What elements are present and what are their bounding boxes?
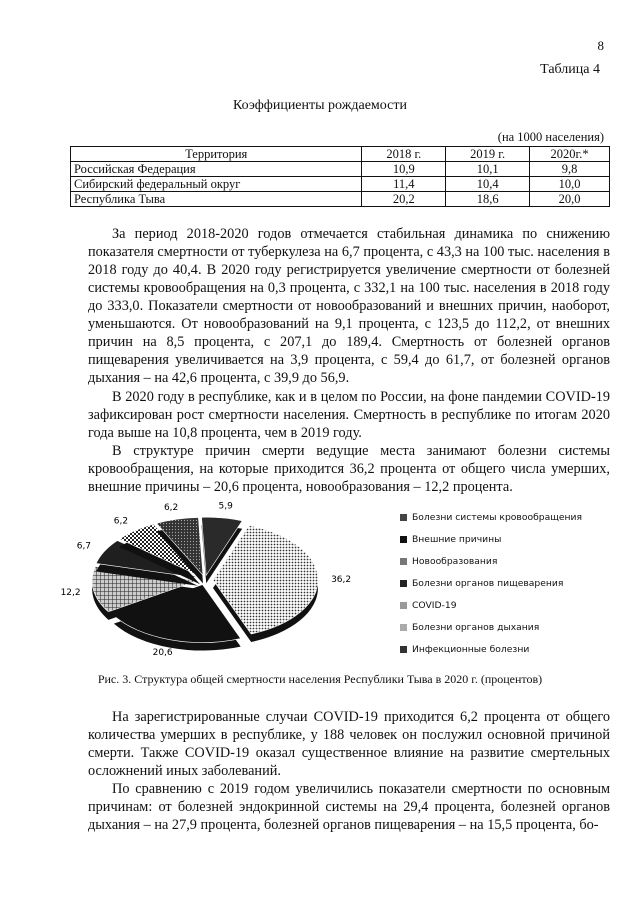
table-cell: 10,4 xyxy=(446,177,530,192)
pie-data-label: 5,9 xyxy=(218,501,233,512)
pie-data-label: 20,6 xyxy=(152,647,173,658)
legend-swatch xyxy=(400,646,407,653)
paragraph-death-structure: В структуре причин смерти ведущие места занимают болезни системы кровообращения, на которые приходится 36,2 процента от общего числа умерших, внешние причины – 20,6 процента, новообразования – 12,2 процента. xyxy=(88,443,610,495)
pie-data-label: 6,7 xyxy=(76,541,92,552)
legend-swatch xyxy=(400,536,407,543)
legend-item xyxy=(400,616,582,638)
table-cell: 9,8 xyxy=(530,162,610,177)
mortality-pie-chart xyxy=(60,495,400,670)
table-cell: 10,9 xyxy=(362,162,446,177)
legend-item xyxy=(400,572,582,594)
table-header-cell: 2018 г. xyxy=(362,147,446,162)
paragraph-covid-share: На зарегистрированные случаи COVID-19 приходится 6,2 процента от общего количества умерших в республике, у 188 человек он послужил основной причиной смерти. Также COVID-19 оказал существенное влияние на развитие смертельных осложнений иных заболеваний. xyxy=(88,709,610,779)
pie-data-label: 6,2 xyxy=(163,502,179,513)
table-label: Таблица 4 xyxy=(540,62,600,77)
pie-data-label: 6,2 xyxy=(113,516,129,527)
table-cell: 11,4 xyxy=(362,177,446,192)
birth-rate-table xyxy=(70,146,610,207)
legend-swatch xyxy=(400,580,407,587)
legend-item xyxy=(400,594,582,616)
legend-swatch xyxy=(400,558,407,565)
table-cell: 20,0 xyxy=(530,192,610,207)
table-header-cell: 2019 г. xyxy=(446,147,530,162)
figure-caption: Рис. 3. Структура общей смертности населения Республики Тыва в 2020 г. (процентов) xyxy=(97,672,543,686)
page-number: 8 xyxy=(597,38,604,53)
table-cell: 10,1 xyxy=(446,162,530,177)
legend-swatch xyxy=(400,624,407,631)
table-cell: Российская Федерация xyxy=(71,162,362,177)
legend-label: Инфекционные болезни xyxy=(412,643,530,655)
table-header-cell: Территория xyxy=(71,147,362,162)
table-cell: Сибирский федеральный округ xyxy=(71,177,362,192)
table-cell: 10,0 xyxy=(530,177,610,192)
legend-label: Внешние причины xyxy=(412,533,502,545)
legend-label: Болезни органов дыхания xyxy=(412,621,540,633)
legend-label: Болезни системы кровообращения xyxy=(412,511,583,523)
table-cell: 20,2 xyxy=(362,192,446,207)
pie-data-label: 12,2 xyxy=(60,587,81,598)
legend-swatch xyxy=(400,602,407,609)
table-header-row xyxy=(71,147,610,162)
legend-item xyxy=(400,528,582,550)
table-row xyxy=(71,162,610,177)
legend-item xyxy=(400,506,582,528)
table-title: Коэффициенты рождаемости xyxy=(233,98,407,113)
legend-label: COVID-19 xyxy=(412,599,457,611)
table-unit: (на 1000 населения) xyxy=(497,130,604,144)
table-cell: 18,6 xyxy=(446,192,530,207)
pie-data-label: 36,2 xyxy=(331,575,352,586)
paragraph-comparison-2019: По сравнению с 2019 годом увеличились показатели смертности по основным причинам: от болезней эндокринной системы на 29,4 процента, болезней органов дыхания – на 27,9 процента, болезней органов пищеварения – на 15,5 процента, бо- xyxy=(88,781,610,833)
table-row xyxy=(71,177,610,192)
paragraph-mortality-dynamics: За период 2018-2020 годов отмечается стабильная динамика по снижению показателя смертности от туберкулеза на 6,7 процента, с 43,3 на 100 тыс. населения в 2018 году до 40,4. В 2020 году регистрируется увеличение смертности от болезней системы кровообращения на 0,3 процента, с 332,1 на 100 тыс. населения в 2018 году до 333,0. Показатели смертности от новообразований и внешних причин, наоборот, уменьшаются. От новообразований на 9,1 процента, с 123,5 до 112,2, от внешних причин на 8,5 процента, с 207,1 до 189,4. Смертность от болезней органов пищеварения увеличивается на 3,9 процента, с 59,4 до 61,7, от болезней органов дыхания – на 42,6 процента, с 39,9 до 56,9. xyxy=(88,226,610,386)
legend-item xyxy=(400,550,582,572)
legend-label: Новообразования xyxy=(412,555,498,567)
chart-legend xyxy=(400,506,582,660)
legend-label: Болезни органов пищеварения xyxy=(412,577,564,589)
legend-swatch xyxy=(400,514,407,521)
legend-item xyxy=(400,638,582,660)
paragraph-covid-mortality: В 2020 году в республике, как и в целом по России, на фоне пандемии COVID-19 зафиксирован рост смертности населения. Смертность в республике по итогам 2020 года выше на 10,8 процента, чем в 2019 году. xyxy=(88,389,610,441)
table-cell: Республика Тыва xyxy=(71,192,362,207)
table-header-cell: 2020г.* xyxy=(530,147,610,162)
table-row xyxy=(71,192,610,207)
